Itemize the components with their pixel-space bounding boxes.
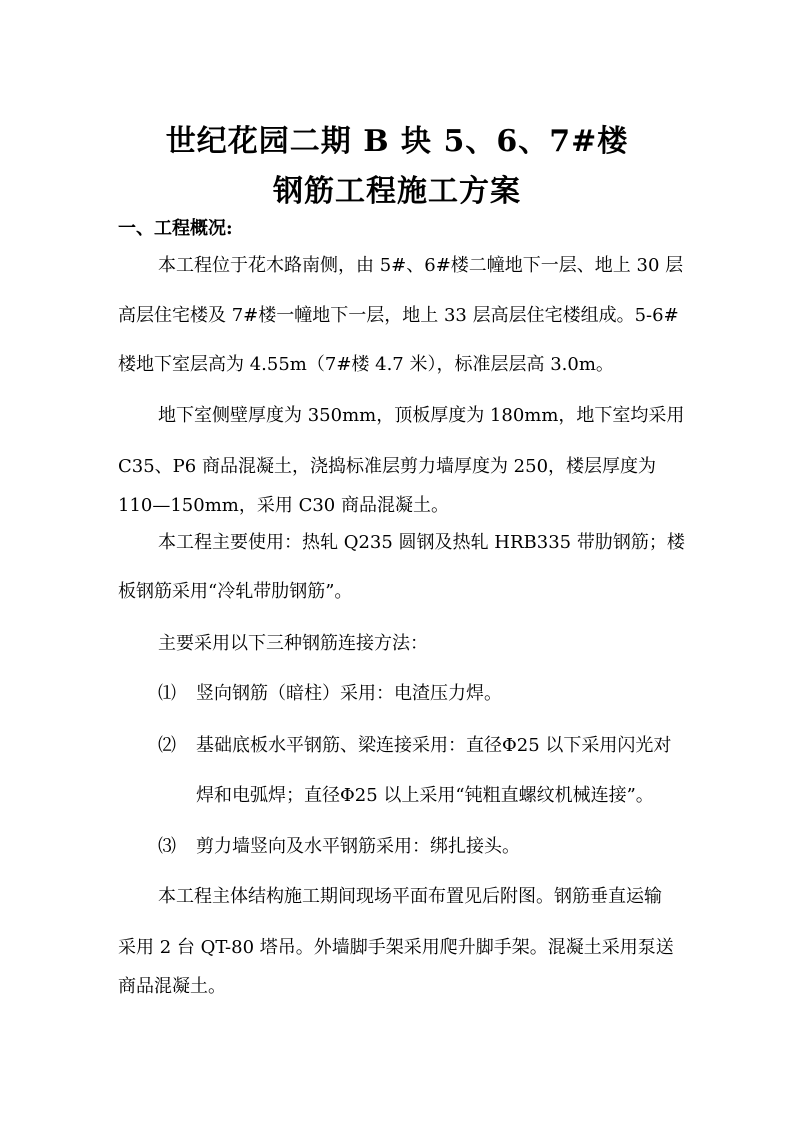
paragraph-1-line-3: 楼地下室层高为 4.55m（7#楼 4.7 米），标准层层高 3.0m。 — [118, 354, 614, 375]
paragraph-3-line-2: 板钢筋采用“冷轧带肋钢筋”。 — [118, 581, 353, 602]
list-item-1-number: ⑴ — [158, 683, 176, 704]
list-item-3-text: 剪力墙竖向及水平钢筋采用：绑扎接头。 — [196, 836, 520, 857]
paragraph-5-line-1: 本工程主体结构施工期间现场平面布置见后附图。钢筋垂直运输 — [158, 886, 662, 907]
paragraph-4: 主要采用以下三种钢筋连接方法： — [158, 633, 428, 654]
list-item-2-text-line-1: 基础底板水平钢筋、梁连接采用：直径Φ25 以下采用闪光对 — [196, 735, 672, 756]
paragraph-5-line-3: 商品混凝土。 — [118, 976, 226, 997]
paragraph-2-line-2: C35、P6 商品混凝土，浇捣标准层剪力墙厚度为 250，楼层厚度为 — [118, 456, 657, 477]
paragraph-5-line-2: 采用 2 台 QT-80 塔吊。外墙脚手架采用爬升脚手架。混凝土采用泵送 — [118, 937, 674, 958]
list-item-1-text: 竖向钢筋（暗柱）采用：电渣压力焊。 — [196, 683, 502, 704]
list-item-2-text-line-2: 焊和电弧焊；直径Φ25 以上采用“钝粗直螺纹机械连接”。 — [196, 785, 654, 806]
paragraph-1-line-2: 高层住宅楼及 7#楼一幢地下一层，地上 33 层高层住宅楼组成。5-6# — [118, 305, 679, 326]
paragraph-2-line-1: 地下室侧壁厚度为 350mm，顶板厚度为 180mm，地下室均采用 — [158, 405, 685, 426]
document-title-line-2: 钢筋工程施工方案 — [273, 174, 521, 209]
list-item-2-number: ⑵ — [158, 735, 176, 756]
list-item-3-number: ⑶ — [158, 836, 176, 857]
paragraph-3-line-1: 本工程主要使用：热轧 Q235 圆钢及热轧 HRB335 带肋钢筋；楼 — [158, 532, 685, 553]
paragraph-2-line-3: 110—150mm，采用 C30 商品混凝土。 — [118, 495, 449, 516]
section-heading: 一、工程概况: — [118, 218, 233, 239]
document-title-line-1: 世纪花园二期 B 块 5、6、7#楼 — [165, 124, 629, 159]
paragraph-1-line-1: 本工程位于花木路南侧，由 5#、6#楼二幢地下一层、地上 30 层 — [158, 255, 684, 276]
